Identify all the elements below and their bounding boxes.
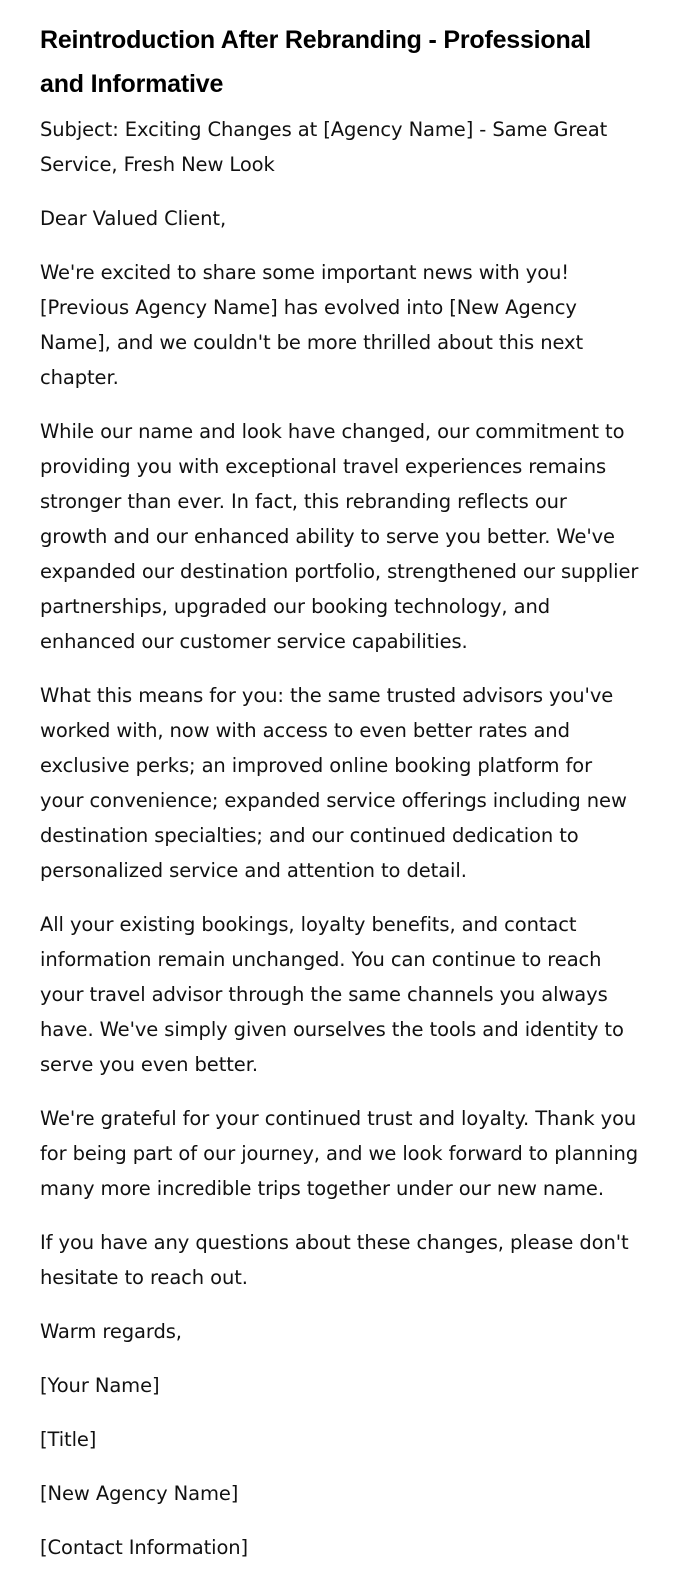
signature-contact: [Contact Information] [40, 1536, 249, 1559]
body-paragraph-benefits: What this means for you: the same trusted advisors you've worked with, now with access to even better rates and exclusive perks; an improved online booking platform for your convenience; expanded service offerings including new destination specialties; and our continued dedication to personalized service and attention to detail. [40, 684, 627, 882]
signature-title: [Title] [40, 1428, 97, 1451]
body-paragraph-unchanged: All your existing bookings, loyalty benefits, and contact information remain unchanged. You can continue to reach your travel advisor through the same channels you always have. We've simply given ourselves the tools and identity to serve you even better. [40, 913, 624, 1076]
document-title: Reintroduction After Rebranding - Professional and Informative [40, 26, 592, 98]
letter-document [40, 18, 640, 1584]
body-paragraph-questions: If you have any questions about these changes, please don't hesitate to reach out. [40, 1231, 629, 1289]
body-paragraph-announcement: We're excited to share some important news with you! [Previous Agency Name] has evolved into [New Agency Name], and we couldn't be more thrilled about this next chapter. [40, 261, 584, 389]
greeting: Dear Valued Client, [40, 207, 227, 230]
closing: Warm regards, [40, 1320, 182, 1343]
body-paragraph-gratitude: We're grateful for your continued trust and loyalty. Thank you for being part of our journey, and we look forward to planning many more incredible trips together under our new name. [40, 1107, 639, 1200]
signature-name: [Your Name] [40, 1374, 160, 1397]
body-paragraph-commitment: While our name and look have changed, our commitment to providing you with exceptional travel experiences remains stronger than ever. In fact, this rebranding reflects our growth and our enhanced ability to serve you better. We've expanded our destination portfolio, strengthened our supplier partnerships, upgraded our booking technology, and enhanced our customer service capabilities. [40, 420, 639, 653]
subject-line: Subject: Exciting Changes at [Agency Name] - Same Great Service, Fresh New Look [40, 118, 608, 176]
signature-agency: [New Agency Name] [40, 1482, 239, 1505]
